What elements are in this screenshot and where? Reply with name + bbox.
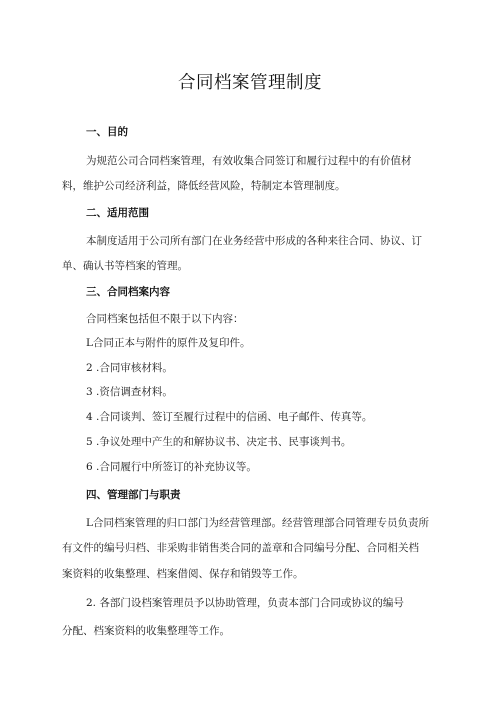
paragraph-line: 料，维护公司经济利益，降低经营风险，特制定本管理制度。 — [62, 180, 346, 192]
paragraph-line: 有文件的编号归档、非采购非销售类合同的盖章和合同编号分配、合同相关档 — [62, 542, 419, 554]
list-item: 3 .资信调查材料。 — [86, 386, 173, 398]
section-heading-scope: 二、适用范围 — [86, 207, 149, 219]
section-heading-contents: 三、合同档案内容 — [86, 286, 170, 298]
paragraph-line: 案资料的收集整理、档案借阅、保存和销毁等工作。 — [62, 568, 304, 580]
paragraph-line: 合同档案包括但不限于以下内容： — [86, 313, 244, 325]
paragraph-line: 为规范公司合同档案管理，有效收集合同签订和履行过程中的有价值材 — [86, 155, 412, 167]
document-title: 合同档案管理制度 — [178, 73, 322, 93]
list-item: 2 .合同审核材料。 — [86, 362, 173, 374]
list-item: 5 .争议处理中产生的和解协议书、决定书、民事谈判书。 — [86, 436, 352, 448]
list-item: L合同正本与附件的原件及复印件。 — [86, 337, 251, 349]
paragraph-line: 单、确认书等档案的管理。 — [62, 260, 188, 272]
list-item: 4 .合同谈判、签订至履行过程中的信函、电子邮件、传真等。 — [86, 411, 373, 423]
list-item: 6 .合同履行中所签订的补充协议等。 — [86, 461, 257, 473]
paragraph-line: 分配、档案资料的收集整理等工作。 — [62, 625, 230, 637]
paragraph-line: 本制度适用于公司所有部门在业务经营中形成的各种来往合同、协议、订 — [86, 235, 422, 247]
paragraph-line: L合同档案管理的归口部门为经营管理部。经营管理部合同管理专员负责所 — [86, 517, 429, 529]
paragraph-line: 2. 各部门设档案管理员予以协助管理，负责本部门合同或协议的编号 — [86, 597, 404, 609]
section-heading-purpose: 一、目的 — [86, 126, 128, 138]
section-heading-responsibilities: 四、管理部门与职责 — [86, 489, 181, 501]
